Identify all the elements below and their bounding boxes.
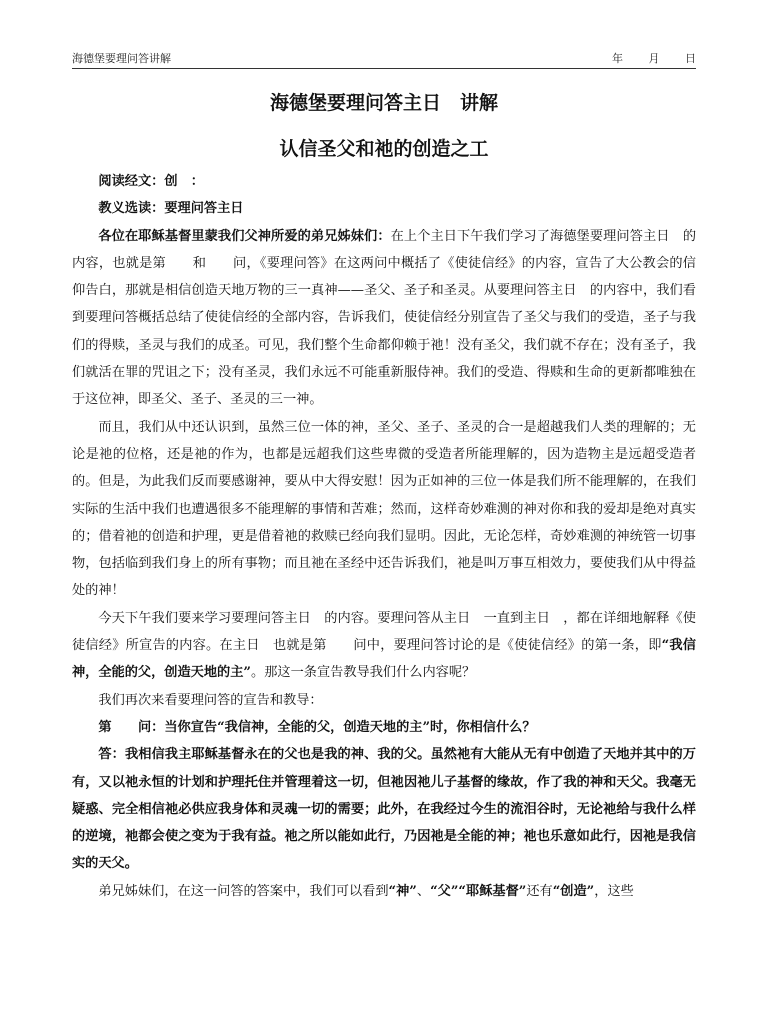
creed-quote: “我信神，全能的父，创造天地的主” — [72, 638, 696, 681]
header-day: 日 — [685, 52, 696, 65]
paragraph-5-text: 弟兄姊妹们，在这一问答的答案中，我们可以看到 — [98, 883, 389, 899]
document-title: 海德堡要理问答主日 讲解 — [269, 92, 498, 114]
paragraph-5-end: ，这些 — [594, 883, 634, 899]
header-date — [590, 50, 696, 66]
paragraph-2: 而且，我们从中还认识到，虽然三位一体的神，圣父、圣子、圣灵的合一是超越我们人类的理解的；无论是祂的位格，还是祂的作为，也都是远超我们这些卑微的受造者所能理解的，因为造物主是远超受造者的。但是，为此我们反而要感谢神，要从中大得安慰！因为正如神的三位一体是我们所不能理解的，在我们实际的生活中我们也遭遇很多不能理解的事情和苦难；然而，这样奇妙难测的神对你和我的爱却是绝对真实的；借着祂的创造和护理，更是借着祂的救赎已经向我们显明。因此，无论怎样，奇妙难测的神统管一切事物，包括临到我们身上的所有事物；而且祂在圣经中还告诉我们，祂是叫万事互相效力，要使我们从中得益处的神！ — [72, 419, 696, 599]
header-year: 年 — [612, 52, 623, 65]
header-month: 月 — [648, 52, 660, 65]
document-subtitle: 认信圣父和祂的创造之工 — [279, 138, 489, 160]
paragraph-3-end: 。那这一条宣告教导我们什么内容呢？ — [251, 665, 476, 681]
paragraph-4: 我们再次来看要理问答的宣告和教导： — [98, 692, 323, 708]
paragraph-3-text: 今天下午我们要来学习要理问答主日 的内容。要理问答从主日 一直到主日 ，都在详细地解释《使徒信经》所宣告的内容。在主日 也就是第 问中，要理问答讨论的是《使徒信经》的第一条，即 — [72, 610, 696, 654]
question: 第 问：当你宣告“我信神，全能的父，创造天地的主”时，你相信什么？ — [98, 719, 536, 735]
reading-line: 阅读经文：创 ： — [98, 174, 204, 189]
term-father: “父” — [430, 883, 459, 899]
page-header — [72, 50, 696, 69]
term-creation: “创造” — [552, 883, 595, 899]
paragraph-1-text: 在上个主日下午我们学习了海德堡要理问答主日 的内容，也就是第 和 问，《要理问答》在这两问中概括了《使徒信经》的内容，宣告了大公教会的信仰告白，那就是相信创造天地万物的三一真神——圣父、圣子和圣灵。从要理问答主日 的内容中，我们看到要理问答概括总结了使徒信经的全部内容，告诉我们，使徒信经分别宣告了圣父与我们的受造，圣子与我们的得赎，圣灵与我们的成圣。可见，我们整个生命都仰赖于祂！没有圣父，我们就不存在；没有圣子，我们就活在罪的咒诅之下；没有圣灵，我们永远不可能重新服侍神。我们的受造、得赎和生命的更新都唯独在于这位神，即圣父、圣子、圣灵的三一神。 — [72, 228, 697, 408]
separator-1: 、 — [416, 883, 431, 899]
term-god: “神” — [388, 883, 417, 899]
header-doc-name: 海德堡要理问答讲解 — [72, 52, 171, 65]
separator-2: 还有 — [526, 883, 553, 899]
paragraph-1 — [72, 223, 696, 414]
greeting: 各位在耶稣基督里蒙我们父神所爱的弟兄姊妹们： — [98, 228, 391, 244]
answer: 答：我相信我主耶稣基督永在的父也是我的神、我的父。虽然祂有大能从无有中创造了天地并其中的万有，又以祂永恒的计划和护理托住并管理着这一切，但祂因祂儿子基督的缘故，作了我的神和天父。我毫无疑惑、完全相信祂必供应我身体和灵魂一切的需要；此外，在我经过今生的流泪谷时，无论祂给与我什么样的逆境，祂都会使之变为于我有益。祂之所以能如此行，乃因祂是全能的神；祂也乐意如此行，因祂是我信实的天父。 — [72, 747, 696, 872]
term-jesus-christ: “耶稣基督” — [458, 883, 527, 899]
paragraph-3 — [72, 605, 696, 687]
document-body — [72, 168, 696, 905]
doctrine-line: 教义选读：要理问答主日 — [98, 201, 244, 217]
paragraph-5 — [72, 878, 696, 905]
